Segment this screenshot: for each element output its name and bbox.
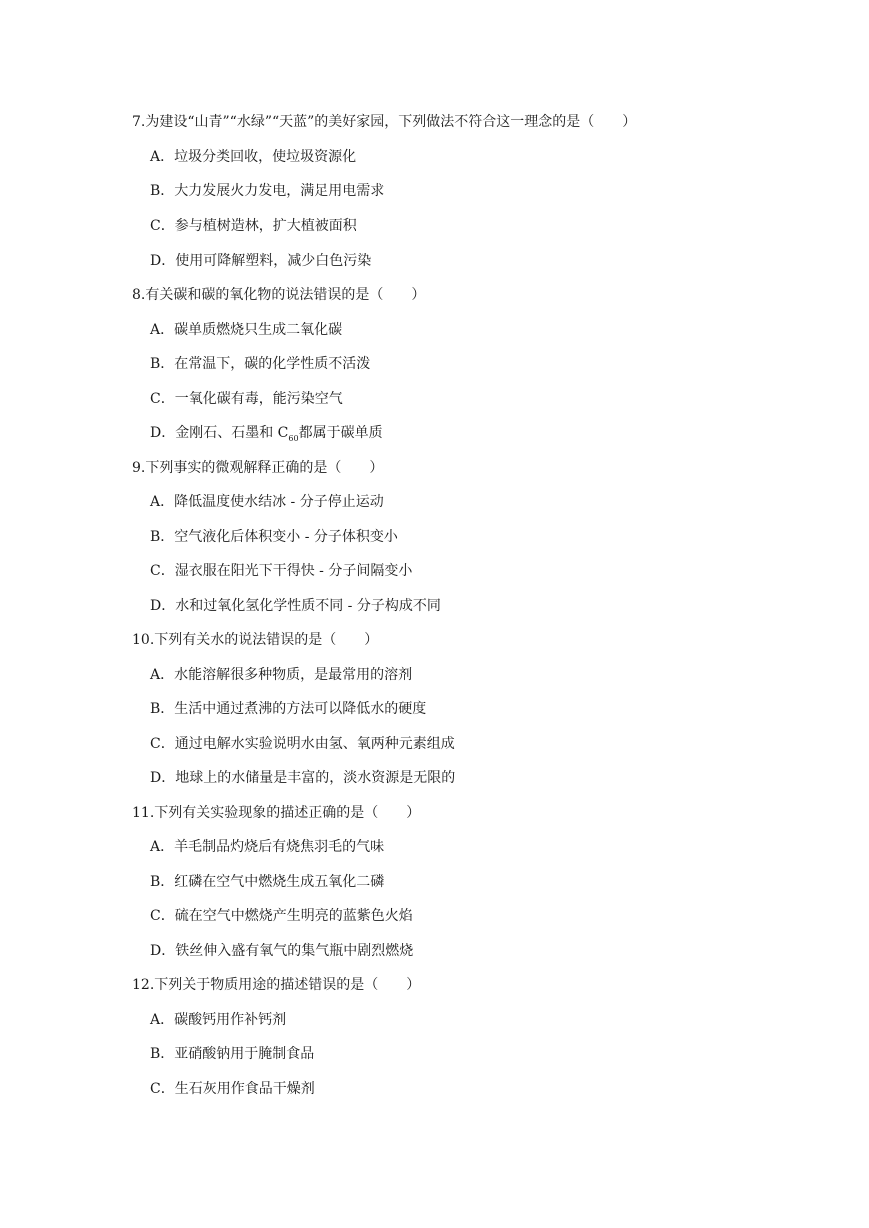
question-9-option-b: B．空气液化后体积变小 - 分子体积变小	[150, 529, 398, 545]
question-11-option-d: D．铁丝伸入盛有氧气的集气瓶中剧烈燃烧	[150, 943, 414, 959]
question-12-stem: 12.下列关于物质用途的描述错误的是（ ）	[132, 977, 421, 993]
question-10-option-a: A．水能溶解很多种物质，是最常用的溶剂	[150, 667, 413, 683]
question-8-option-d-text: D．金刚石、石墨和 C	[150, 425, 289, 441]
question-7-option-d: D．使用可降解塑料，减少白色污染	[150, 253, 372, 269]
question-11-option-c: C．硫在空气中燃烧产生明亮的蓝紫色火焰	[150, 908, 413, 924]
question-8-option-c: C．一氧化碳有毒，能污染空气	[150, 391, 343, 407]
question-8-option-a: A．碳单质燃烧只生成二氧化碳	[150, 322, 343, 338]
question-7-option-c: C．参与植树造林，扩大植被面积	[150, 218, 357, 234]
question-11-option-b: B．红磷在空气中燃烧生成五氧化二磷	[150, 874, 385, 890]
question-7-option-b: B．大力发展火力发电，满足用电需求	[150, 183, 385, 199]
question-8-stem: 8.有关碳和碳的氧化物的说法错误的是（ ）	[132, 287, 426, 303]
question-8-option-b: B．在常温下，碳的化学性质不活泼	[150, 356, 371, 372]
question-11-stem: 11.下列有关实验现象的描述正确的是（ ）	[132, 805, 421, 821]
question-9-option-d: D．水和过氧化氢化学性质不同 - 分子构成不同	[150, 598, 441, 614]
question-10-option-c: C．通过电解水实验说明水由氢、氧两种元素组成	[150, 736, 455, 752]
question-9-option-c: C．湿衣服在阳光下干得快 - 分子间隔变小	[150, 563, 413, 579]
question-8-option-d-text-end: 都属于碳单质	[298, 425, 383, 441]
question-8-option-d	[150, 423, 383, 445]
question-10-option-d: D．地球上的水储量是丰富的，淡水资源是无限的	[150, 770, 456, 786]
question-7-option-a: A．垃圾分类回收，使垃圾资源化	[150, 149, 357, 165]
question-7-stem: 7.为建设“山青”“水绿”“天蓝”的美好家园，下列做法不符合这一理念的是（ ）	[132, 114, 637, 130]
question-8-option-d-subscript: 60	[288, 434, 299, 443]
question-10-stem: 10.下列有关水的说法错误的是（ ）	[132, 632, 379, 648]
question-10-option-b: B．生活中通过煮沸的方法可以降低水的硬度	[150, 701, 427, 717]
question-12-option-a: A．碳酸钙用作补钙剂	[150, 1012, 287, 1028]
question-12-option-b: B．亚硝酸钠用于腌制食品	[150, 1046, 315, 1062]
question-9-option-a: A．降低温度使水结冰 - 分子停止运动	[150, 494, 384, 510]
question-11-option-a: A．羊毛制品灼烧后有烧焦羽毛的气味	[150, 839, 385, 855]
question-12-option-c: C．生石灰用作食品干燥剂	[150, 1081, 315, 1097]
question-9-stem: 9.下列事实的微观解释正确的是（ ）	[132, 460, 384, 476]
